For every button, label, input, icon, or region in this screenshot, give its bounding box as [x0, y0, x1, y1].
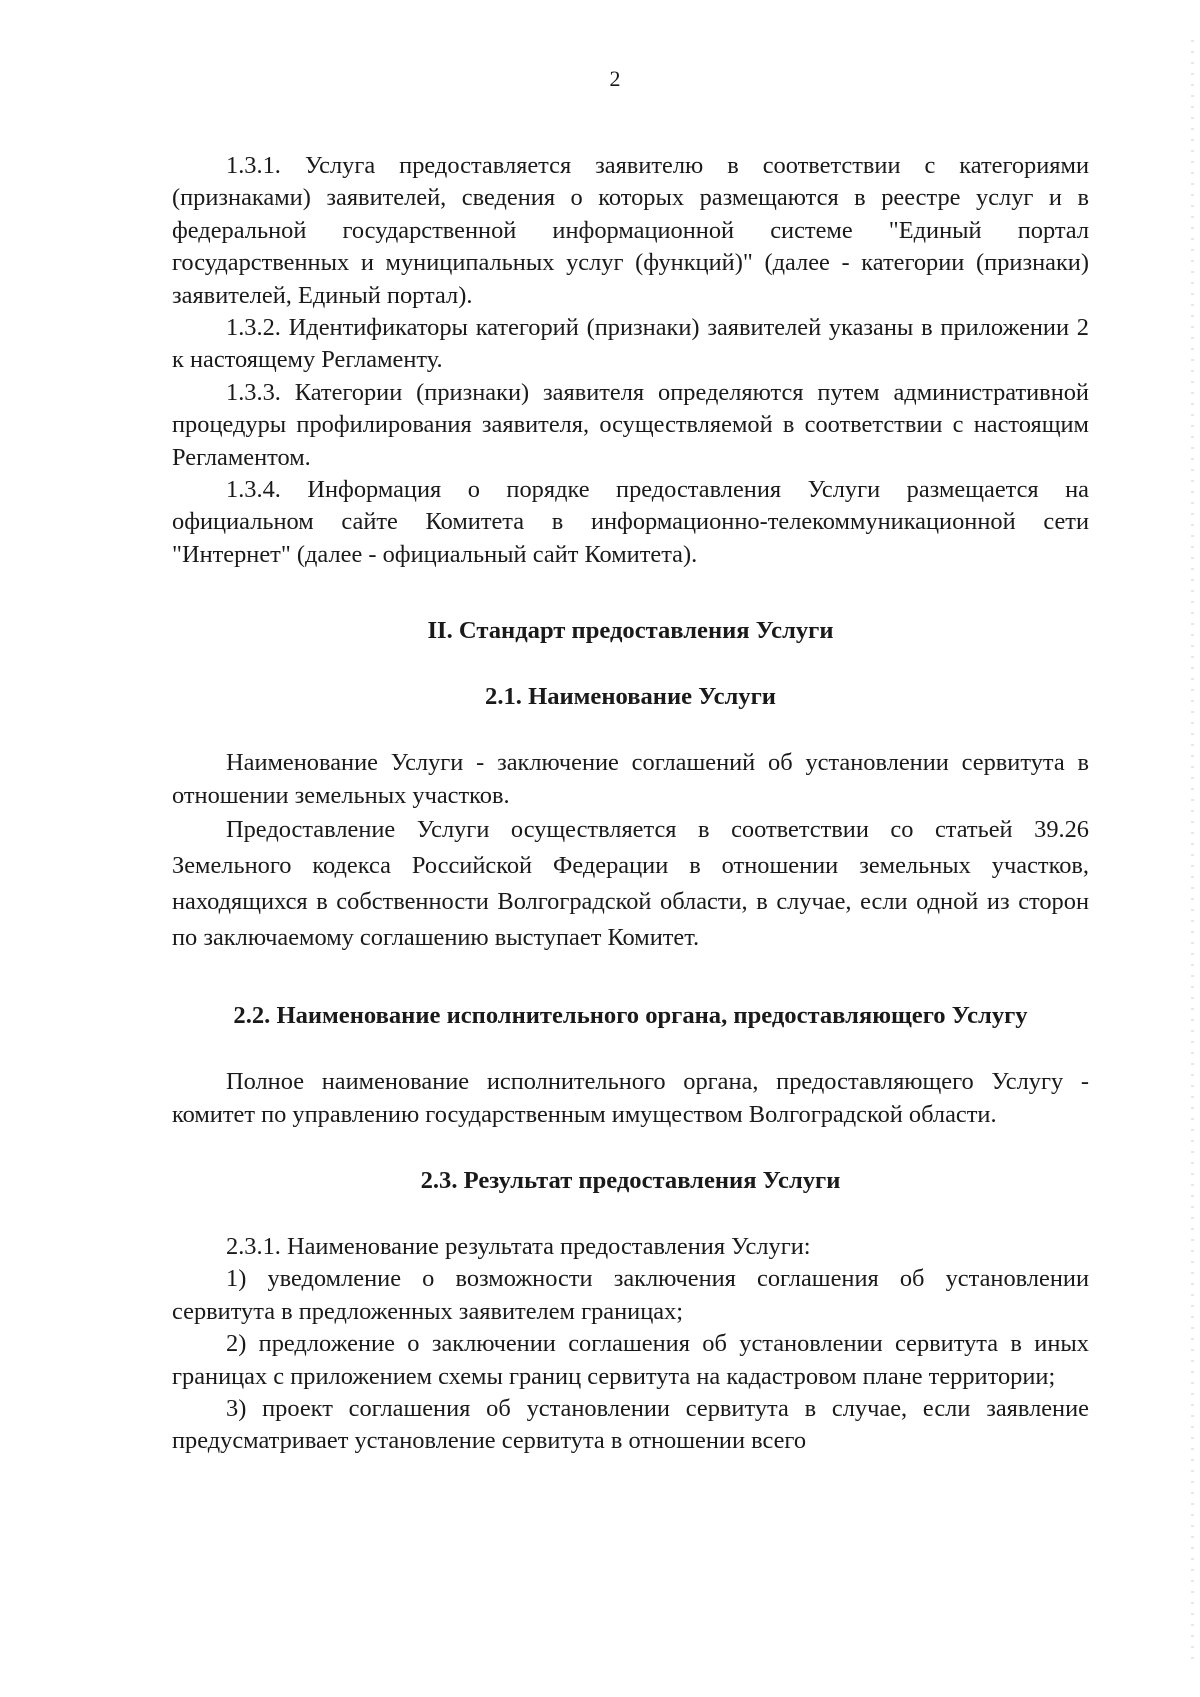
page-number: 2 — [609, 66, 621, 91]
paragraph-2-3-1: 2.3.1. Наименование результата предоставления Услуги: — [226, 1232, 811, 1260]
paragraph-1-3-3: 1.3.3. Категории (признаки) заявителя определяются путем административной процедуры профилирования заявителя, осуществляемой в соответствии с настоящим Регламентом. — [172, 378, 1089, 471]
section-heading-standard: II. Стандарт предоставления Услуги — [427, 617, 834, 645]
document-body — [172, 150, 1089, 1458]
paragraph-service-name: Наименование Услуги - заключение соглашений об установлении сервитута в отношении земельных участков. — [172, 749, 1089, 809]
paragraph-executive-body: Полное наименование исполнительного органа, предоставляющего Услугу - комитет по управлению государственным имуществом Волгоградской области. — [172, 1068, 1089, 1128]
heading-2-1: 2.1. Наименование Услуги — [485, 683, 776, 711]
list-item-2: 2) предложение о заключении соглашения об установлении сервитута в иных границах с приложением схемы границ сервитута на кадастровом плане территории; — [172, 1330, 1089, 1390]
heading-2-3: 2.3. Результат предоставления Услуги — [420, 1166, 841, 1194]
list-item-3: 3) проект соглашения об установлении сервитута в случае, если заявление предусматривает установление сервитута в отношении всего — [172, 1394, 1089, 1455]
list-item-1: 1) уведомление о возможности заключения соглашения об установлении сервитута в предложенных заявителем границах; — [172, 1265, 1089, 1325]
paragraph-1-3-1: 1.3.1. Услуга предоставляется заявителю в соответствии с категориями (признаками) заявителей, сведения о которых размещаются в реестре услуг и в федеральной государственной информационной системе "Единый портал государственных и муниципальных услуг (функций)" (далее - категории (признаки) заявителей, Единый портал). — [172, 152, 1089, 309]
paragraph-service-basis: Предоставление Услуги осуществляется в соответствии со статьей 39.26 Земельного кодекса Российской Федерации в отношении земельных участков, находящихся в собственности Волгоградской области, в случае, если одной из сторон по заключаемому соглашению выступает Комитет. — [172, 816, 1089, 952]
paragraph-1-3-4: 1.3.4. Информация о порядке предоставления Услуги размещается на официальном сайте Комитета в информационно-телекоммуникационной сети "Интернет" (далее - официальный сайт Комитета). — [172, 476, 1089, 568]
paragraph-1-3-2: 1.3.2. Идентификаторы категорий (признаки) заявителей указаны в приложении 2 к настоящему Регламенту. — [172, 314, 1089, 374]
scan-margin-marks — [1191, 40, 1194, 1660]
heading-2-2: 2.2. Наименование исполнительного органа, предоставляющего Услугу — [233, 1002, 1028, 1030]
